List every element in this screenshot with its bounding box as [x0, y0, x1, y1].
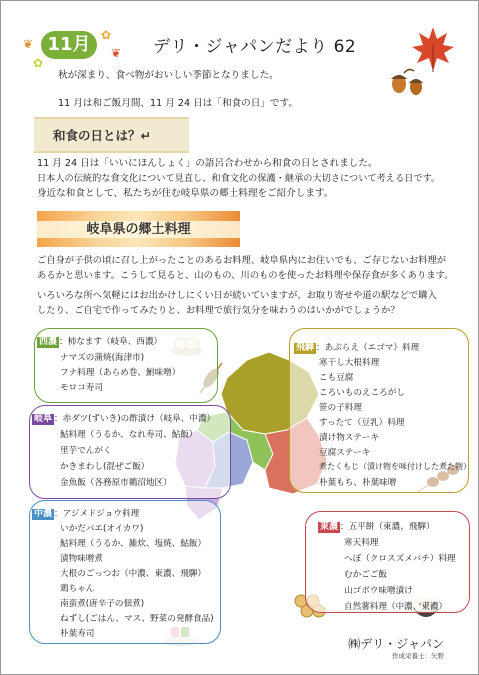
- list-item: むかごご飯: [344, 570, 387, 580]
- body-line: 11 月 24 日は「いいにほんしょく」の語呂合わせから和食の日とされました。: [37, 158, 378, 169]
- region-tag: 東濃: [320, 522, 339, 532]
- body-line: あるかと思います。こうして見ると、山のもの、川のものを使ったお料理や保存食が多くあります。: [37, 270, 454, 281]
- maple-leaf-icon: ❦: [23, 37, 34, 51]
- body-line: 身近な和食として、私たちが住む岐阜県の郷土料理をご紹介します。: [37, 188, 334, 199]
- list-item: 自然薯料理（中濃、東濃）: [344, 602, 448, 612]
- list-item: 朴葉もち、朴葉味噌: [319, 478, 397, 488]
- list-item: いかだバエ(オイカワ): [60, 524, 144, 534]
- list-item: ナマズの蒲焼(海津市): [60, 353, 145, 363]
- company-name: ㈱デリ・ジャパン: [348, 637, 444, 651]
- region-box-tono: 東濃 ：五平餅（東濃、飛騨） 寒天料理 へぼ（クロスズメバチ）料理 むかごご飯 山ゴボウ味噌漬け 自然薯料理（中濃、東濃）: [305, 511, 470, 613]
- intro-line-2: 11 月は和ご飯月間、11 月 24 日は「和食の日」です。: [58, 98, 298, 109]
- region-tag: 飛騨: [296, 343, 315, 353]
- list-item: 寒天料理: [344, 538, 379, 548]
- list-item: 煮たくもじ（漬け物を味付けした煮た物）: [319, 462, 471, 471]
- page-title: デリ・ジャパンだより 62: [153, 37, 357, 57]
- list-item: かきまわし(混ぜご飯）: [60, 462, 150, 472]
- list-item: ころいものえころがし: [319, 388, 405, 398]
- list-item: 大根のごっつお（中濃、東濃、飛騨）: [60, 569, 206, 579]
- list-item: へぼ（クロスズメバチ）料理: [344, 554, 456, 564]
- list-item: 里芋でんがく: [60, 446, 112, 456]
- list-item: 鮎料理（うるか、雑炊、塩焼、鮎飯）: [60, 539, 207, 549]
- body-line: ご自身が子供の頃に召し上がったことのあるお料理、岐阜県内にお住いでも、ご存じないお料理が: [37, 255, 447, 266]
- list-item: 笹の子料理: [319, 403, 362, 413]
- section-heading-washoku-day: 和食の日とは？↵: [34, 117, 189, 153]
- acorn-icon: [387, 65, 427, 99]
- list-item: モロコ寿司: [60, 383, 103, 393]
- maple-leaf-icon: ❦: [111, 46, 122, 60]
- region-box-gifu: 岐阜 ：赤ダツ(ずいき)の酢漬け（岐阜、中濃） 鮎料理（うるか、なれ寿司、鮎飯） 里芋でんがく かきまわし(混ぜご飯） 金魚飯（各務原市鵜沼地区）: [29, 405, 231, 499]
- region-box-hida: 飛騨 ：あぶらえ（エゴマ）料理 寒干し大根料理 こも豆腐 ころいものえころがし 笹の子料理 すったて（豆乳）料理 漬け物ステーキ 豆腐ステーキ 煮たくもじ（漬け物を味付けした煮た物） 朴葉もち、朴葉味噌: [289, 328, 469, 493]
- author-credit: 作成栄養士：矢野: [392, 652, 444, 660]
- list-item: 寒干し大根料理: [319, 358, 380, 368]
- body-line: 日本人の伝統的な食文化について見直し、和食文化の保護・継承の大切さについて考える日です。: [37, 173, 441, 184]
- list-item: 鶏ちゃん: [60, 584, 95, 594]
- list-item: すったて（豆乳）料理: [319, 418, 405, 428]
- list-item: 山ゴボウ味噌漬け: [344, 586, 413, 596]
- list-item: 漬け物ステーキ: [319, 433, 379, 443]
- list-item: 南蛮煮(唐辛子の佃煮): [60, 599, 145, 609]
- list-item: 鮎料理（うるか、なれ寿司、鮎飯）: [60, 430, 198, 440]
- region-box-seino: 西濃 ：柿なます（岐阜、西濃） ナマズの蒲焼(海津市) フナ料理（あらめ巻、鮒味噌） モロコ寿司: [34, 328, 218, 403]
- list-item: フナ料理（あらめ巻、鮒味噌）: [60, 368, 181, 378]
- body-line: いろいろな所へ気軽にはお出かけしにくい日が続いていますが、お取り寄せや道の駅などで購入: [37, 290, 437, 301]
- list-item: こも豆腐: [319, 373, 354, 383]
- leaf-icon: ✿: [33, 56, 44, 70]
- list-item: 豆腐ステーキ: [319, 448, 371, 458]
- list-item: 漬物味噌煮: [60, 554, 103, 564]
- section-heading-gifu-cuisine: 岐阜県の郷土料理: [37, 211, 240, 247]
- body-line: したり、ご自宅で作ってみたりと、お料理で旅行気分を味わうのはいかがでしょうか？: [37, 305, 400, 316]
- list-item: 朴葉寿司: [60, 629, 95, 639]
- maple-leaf-icon: ✿: [101, 28, 112, 42]
- region-tag: 西濃: [39, 337, 58, 347]
- intro-line-1: 秋が深まり、食べ物がおいしい季節となりました。: [58, 70, 279, 81]
- list-item: 金魚飯（各務原市鵜沼地区）: [60, 478, 172, 488]
- region-tag: 中濃: [34, 509, 53, 519]
- region-box-chuno: 中濃 ：アジメドジョウ料理 いかだバエ(オイカワ) 鮎料理（うるか、雑炊、塩焼、鮎飯） 漬物味噌煮 大根のごっつお（中濃、東濃、飛騨） 鶏ちゃん 南蛮煮(唐辛子の佃煮) ねずし(ごはん、マス、野菜の発酵食品) 朴葉寿司: [29, 500, 221, 644]
- list-item: ねずし(ごはん、マス、野菜の発酵食品): [60, 614, 214, 624]
- month-badge: 11月: [41, 31, 97, 59]
- region-tag: 岐阜: [34, 414, 53, 424]
